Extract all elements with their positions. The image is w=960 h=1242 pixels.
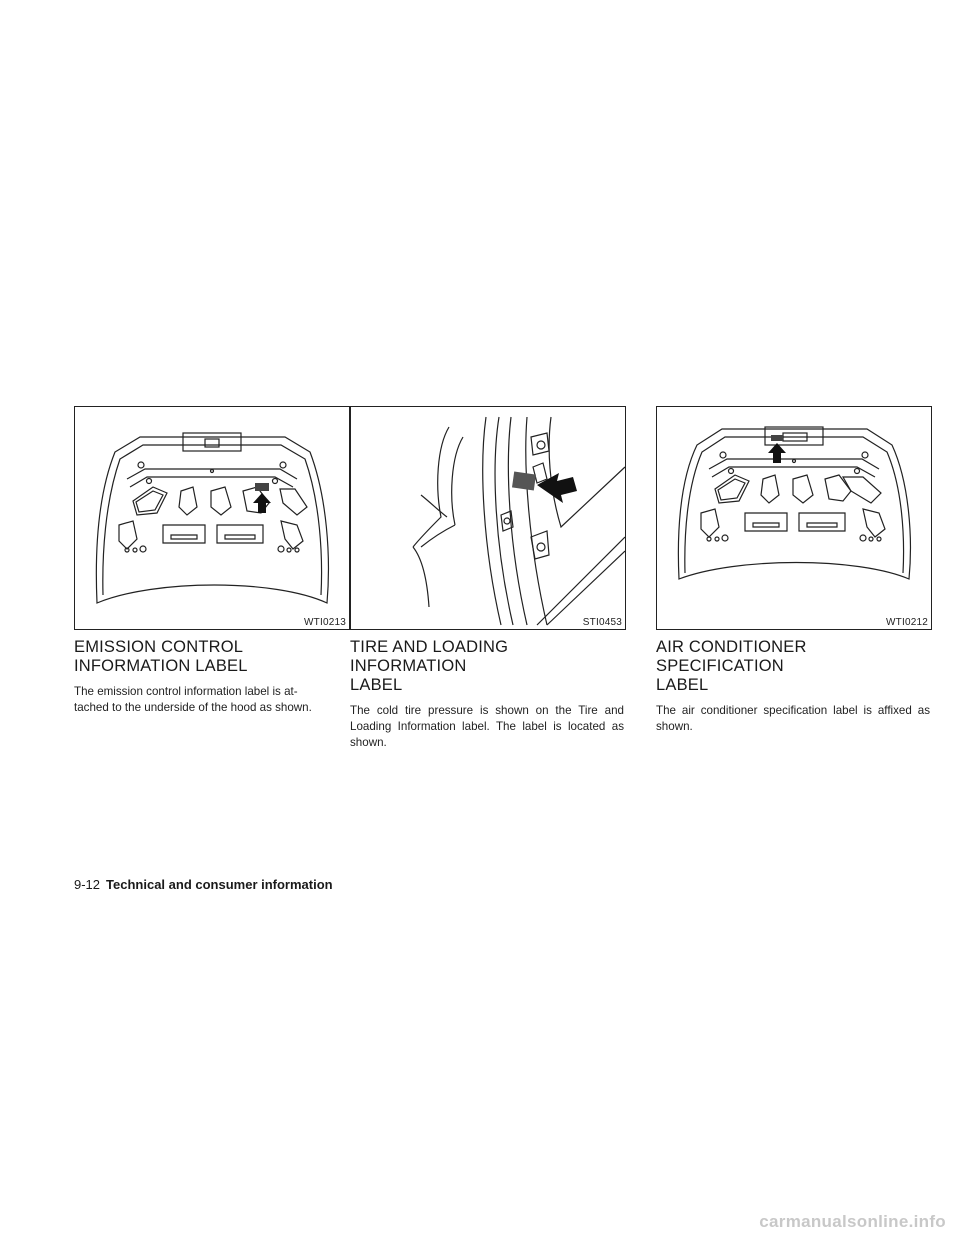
section-body: The air conditioner specification label is affixed as shown. xyxy=(656,704,930,733)
section-title xyxy=(350,638,626,695)
door-pillar-illustration xyxy=(351,407,625,629)
title-line: LABEL xyxy=(656,676,709,694)
section-emission-control xyxy=(74,406,350,716)
figure-hood-emission-label xyxy=(74,406,350,630)
title-line: EMISSION CONTROL xyxy=(74,638,244,656)
title-line: AIR CONDITIONER SPECIFICATION xyxy=(656,638,807,675)
figure-code: WTI0213 xyxy=(304,617,346,628)
section-body: The cold tire pressure is shown on the Tire and Loading Information label. The label is located as shown. xyxy=(350,704,624,749)
section-air-conditioner xyxy=(656,406,932,735)
footer-section-title: Technical and consumer information xyxy=(106,877,333,892)
watermark: carmanualsonline.info xyxy=(759,1212,946,1231)
hood-underside-illustration xyxy=(657,407,931,629)
section-title xyxy=(656,638,932,695)
page-footer xyxy=(74,877,333,892)
section-body: The emission control information label is at- tached to the underside of the hood as shown. xyxy=(74,685,312,714)
page-number: 9-12 xyxy=(74,877,101,892)
figure-code: WTI0212 xyxy=(886,617,928,628)
section-title xyxy=(74,638,350,676)
section-tire-loading xyxy=(350,406,626,751)
hood-underside-illustration xyxy=(75,407,349,629)
title-line: INFORMATION LABEL xyxy=(74,657,248,675)
figure-door-pillar-tire-label xyxy=(350,406,626,630)
title-line: TIRE AND LOADING INFORMATION xyxy=(350,638,509,675)
title-line: LABEL xyxy=(350,676,403,694)
figure-hood-ac-label xyxy=(656,406,932,630)
figure-code: STI0453 xyxy=(582,617,622,628)
